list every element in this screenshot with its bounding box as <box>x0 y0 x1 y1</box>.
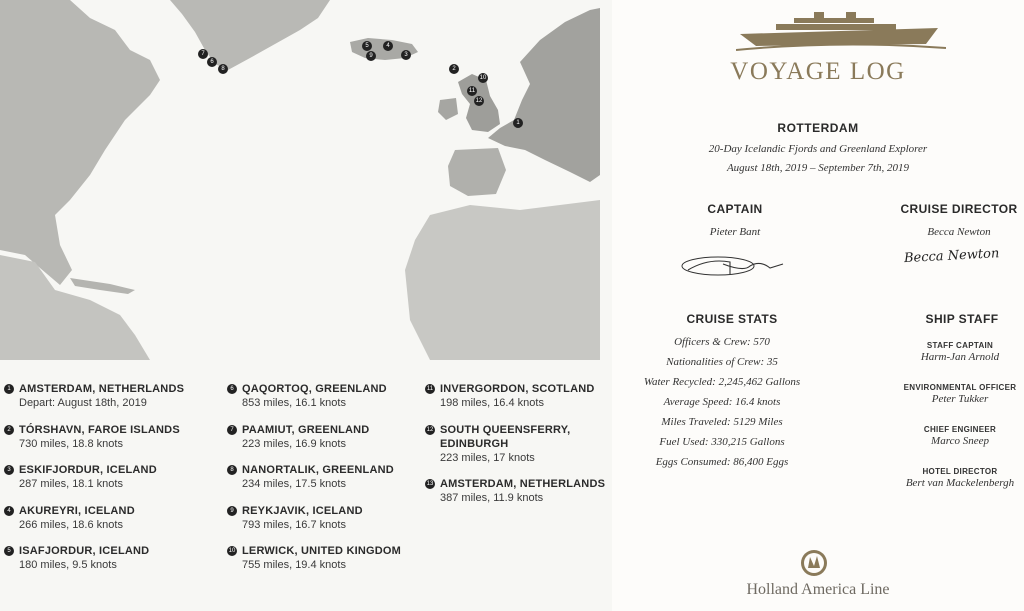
port-name: ESKIFJORDUR, ICELAND <box>19 464 157 476</box>
cruise-director-title: CRUISE DIRECTOR <box>900 202 1018 216</box>
staff-role: STAFF CAPTAIN <box>926 341 994 350</box>
stop-number: 4 <box>4 506 14 516</box>
ship-staff-title: SHIP STAFF <box>925 312 999 326</box>
svg-text:1: 1 <box>516 120 520 126</box>
staff-name: Harm-Jan Arnold <box>920 351 1000 363</box>
port-detail: 730 miles, 18.8 knots <box>19 437 123 450</box>
list-item <box>425 382 605 423</box>
svg-text:6: 6 <box>210 59 214 65</box>
staff-name: Bert van Mackelenbergh <box>905 477 1015 489</box>
captain-name: Pieter Bant <box>709 226 761 238</box>
list-item <box>227 544 401 585</box>
itinerary-column-3 <box>425 382 605 517</box>
stop-number: 2 <box>4 425 14 435</box>
port-detail: 793 miles, 16.7 knots <box>242 518 346 531</box>
list-item <box>425 423 605 477</box>
port-detail: 287 miles, 18.1 knots <box>19 478 123 490</box>
list-item <box>227 382 401 423</box>
stat-line: Officers & Crew: 570 <box>674 336 770 348</box>
staff-role: ENVIRONMENTAL OFFICER <box>903 383 1017 392</box>
port-name: TÓRSHAVN, FAROE ISLANDS <box>19 423 180 436</box>
port-name: AKUREYRI, ICELAND <box>19 504 135 517</box>
list-item <box>4 423 184 464</box>
cruise-stats-title: CRUISE STATS <box>686 312 778 326</box>
list-item <box>227 463 401 504</box>
port-detail: Depart: August 18th, 2019 <box>19 397 147 409</box>
port-name: AMSTERDAM, NETHERLANDS <box>19 383 185 395</box>
list-item <box>4 544 184 585</box>
stop-number: 5 <box>4 546 14 556</box>
staff-member <box>890 382 1024 406</box>
svg-text:11: 11 <box>468 88 476 94</box>
port-detail: 223 miles, 17 knots <box>440 451 535 464</box>
staff-member <box>890 424 1024 448</box>
port-name: AMSTERDAM, NETHERLANDS <box>440 477 606 490</box>
staff-member <box>890 340 1024 364</box>
port-detail: 180 miles, 9.5 knots <box>19 559 117 571</box>
cruise-director-name: Becca Newton <box>927 226 991 238</box>
route-map <box>0 0 600 360</box>
holland-america-logo-text: Holland America Line <box>746 581 890 598</box>
voyage-log-panel <box>612 0 1024 611</box>
port-name: LERWICK, UNITED KINGDOM <box>242 545 402 557</box>
port-name-line-2: EDINBURGH <box>440 437 509 450</box>
stop-number: 10 <box>228 548 236 554</box>
list-item <box>4 504 184 545</box>
stat-line: Water Recycled: 2,245,462 Gallons <box>643 376 801 388</box>
svg-text:12: 12 <box>475 98 483 104</box>
port-name: NANORTALIK, GREENLAND <box>242 464 394 476</box>
stop-number: 9 <box>227 506 237 516</box>
cruise-director-signature: Becca Newton <box>903 246 1000 267</box>
captain-signature <box>678 252 788 280</box>
svg-text:7: 7 <box>201 51 205 57</box>
list-item <box>227 423 401 464</box>
port-detail: 853 miles, 16.1 knots <box>242 397 346 409</box>
stat-line: Nationalities of Crew: 35 <box>666 356 778 368</box>
port-name: PAAMIUT, GREENLAND <box>242 423 370 436</box>
stat-line: Average Speed: 16.4 knots <box>663 396 781 408</box>
svg-text:3: 3 <box>404 52 408 58</box>
svg-text:2: 2 <box>452 66 456 72</box>
port-name: ISAFJORDUR, ICELAND <box>19 545 150 557</box>
cruise-subtitle: 20-Day Icelandic Fjords and Greenland Explorer <box>708 143 928 155</box>
port-name: QAQORTOQ, GREENLAND <box>242 383 387 395</box>
port-detail: 266 miles, 18.6 knots <box>19 518 123 531</box>
captain-title: CAPTAIN <box>707 202 763 216</box>
svg-text:8: 8 <box>221 66 225 72</box>
itinerary-column-2 <box>227 382 401 585</box>
north-atlantic-map <box>0 0 600 360</box>
list-item <box>4 463 184 504</box>
cruise-ship-icon <box>736 8 946 54</box>
staff-name: Peter Tukker <box>931 393 989 405</box>
port-name: REYKJAVIK, ICELAND <box>242 504 363 517</box>
stat-line: Miles Traveled: 5129 Miles <box>661 416 783 428</box>
holland-america-emblem-icon <box>800 548 828 578</box>
cruise-dates: August 18th, 2019 – September 7th, 2019 <box>726 162 910 174</box>
stat-line: Fuel Used: 330,215 Gallons <box>659 436 785 448</box>
stop-number: 7 <box>227 425 237 435</box>
port-detail: 387 miles, 11.9 knots <box>440 491 544 504</box>
port-name: INVERGORDON, SCOTLAND <box>440 383 595 395</box>
voyage-log-title: VOYAGE LOG <box>730 58 906 85</box>
staff-role: HOTEL DIRECTOR <box>922 467 998 476</box>
svg-text:9: 9 <box>369 53 373 59</box>
stop-number: 8 <box>227 465 237 475</box>
itinerary-column-1 <box>4 382 184 585</box>
port-detail: 234 miles, 17.5 knots <box>242 478 346 490</box>
list-item <box>227 504 401 545</box>
stop-number: 13 <box>426 480 434 487</box>
port-detail: 223 miles, 16.9 knots <box>242 437 346 450</box>
ship-name: ROTTERDAM <box>777 121 859 135</box>
port-detail: 198 miles, 16.4 knots <box>440 397 544 409</box>
list-item <box>4 382 184 423</box>
stop-number: 12 <box>426 426 434 433</box>
svg-text:10: 10 <box>479 75 487 81</box>
cruise-stats-list <box>642 332 802 472</box>
svg-text:4: 4 <box>386 43 390 49</box>
staff-role: CHIEF ENGINEER <box>923 425 997 434</box>
port-name: SOUTH QUEENSFERRY, <box>440 423 571 436</box>
itinerary-list <box>0 382 612 611</box>
stat-line: Eggs Consumed: 86,400 Eggs <box>655 456 789 468</box>
stop-number: 11 <box>426 386 434 392</box>
stop-number: 3 <box>4 465 14 475</box>
port-detail: 755 miles, 19.4 knots <box>242 559 346 571</box>
staff-member <box>890 466 1024 490</box>
list-item <box>425 477 605 518</box>
staff-name: Marco Sneep <box>931 435 989 447</box>
svg-text:5: 5 <box>365 43 369 49</box>
stop-number: 6 <box>227 384 237 394</box>
stop-number: 1 <box>4 384 14 394</box>
